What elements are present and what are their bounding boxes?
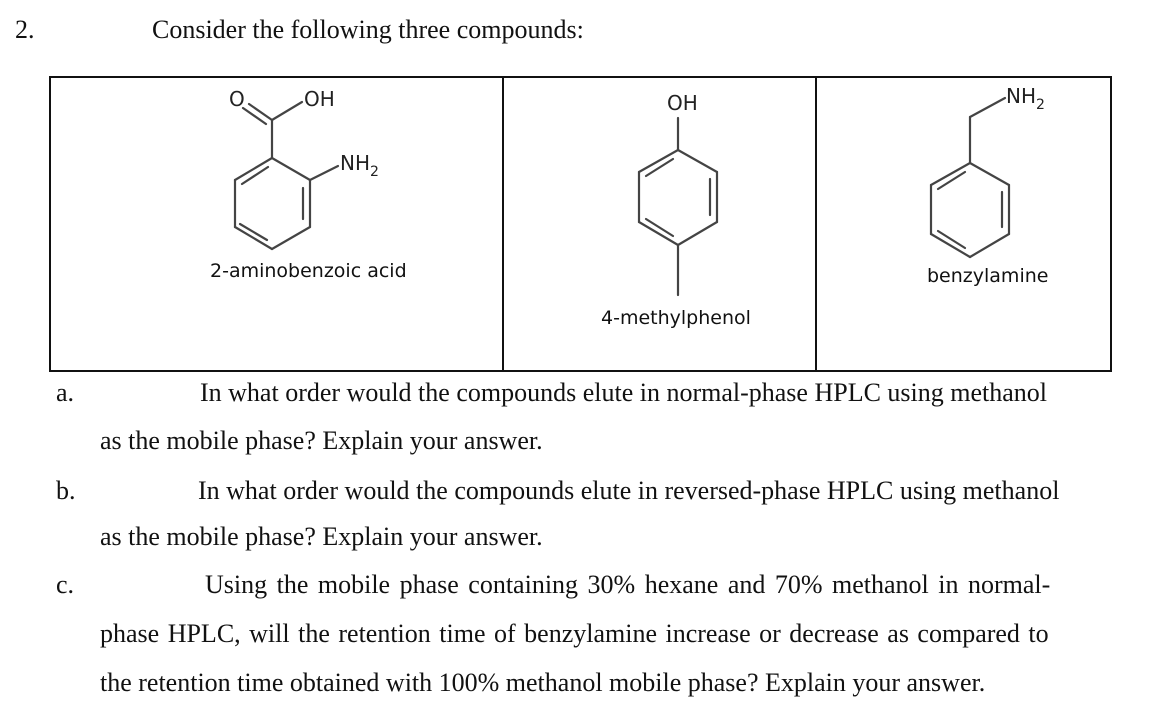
part-c-text-line1: Using the mobile phase containing 30% hexane and 70% methanol in normal- <box>205 570 1051 599</box>
part-b-text-line2: as the mobile phase? Explain your answer. <box>100 522 543 551</box>
amine-bond <box>310 166 338 180</box>
oxygen-label: O <box>229 87 245 111</box>
compound-name-methylphenol: 4-methylphenol <box>601 307 751 329</box>
part-c-text-line3: the retention time obtained with 100% methanol mobile phase? Explain your answer. <box>100 668 986 697</box>
amine-label: $NH_2$ <box>340 151 379 180</box>
question-intro: Consider the following three compounds: <box>152 15 584 44</box>
part-b-text-line1: In what order would the compounds elute in reversed-phase HPLC using methanol <box>198 476 1060 505</box>
part-a-letter: a. <box>56 378 75 407</box>
benzene-ring <box>235 158 310 249</box>
part-b-letter: b. <box>56 476 76 505</box>
question-number: 2. <box>15 15 35 44</box>
part-a-text-line2: as the mobile phase? Explain your answer. <box>100 426 543 455</box>
amine-bond <box>970 98 1005 117</box>
compound-name-aminobenzoic-acid: 2-aminobenzoic acid <box>210 260 407 282</box>
hydroxyl-bond <box>272 102 302 120</box>
part-c-text-line2: phase HPLC, will the retention time of benzylamine increase or decrease as compared to <box>100 619 1049 648</box>
carbonyl-bond <box>249 104 272 120</box>
hydroxyl-label: OH <box>667 91 698 115</box>
carbonyl-bond <box>243 108 266 124</box>
methylphenol-structure <box>639 91 717 295</box>
benzylamine-structure <box>931 84 1045 257</box>
amine-label: $NH_2$ <box>1006 84 1045 113</box>
hydroxyl-label: OH <box>304 87 335 111</box>
part-a-text-line1: In what order would the compounds elute in normal-phase HPLC using methanol <box>200 378 1048 407</box>
part-c-letter: c. <box>56 570 75 599</box>
compound-name-benzylamine: benzylamine <box>927 265 1049 287</box>
